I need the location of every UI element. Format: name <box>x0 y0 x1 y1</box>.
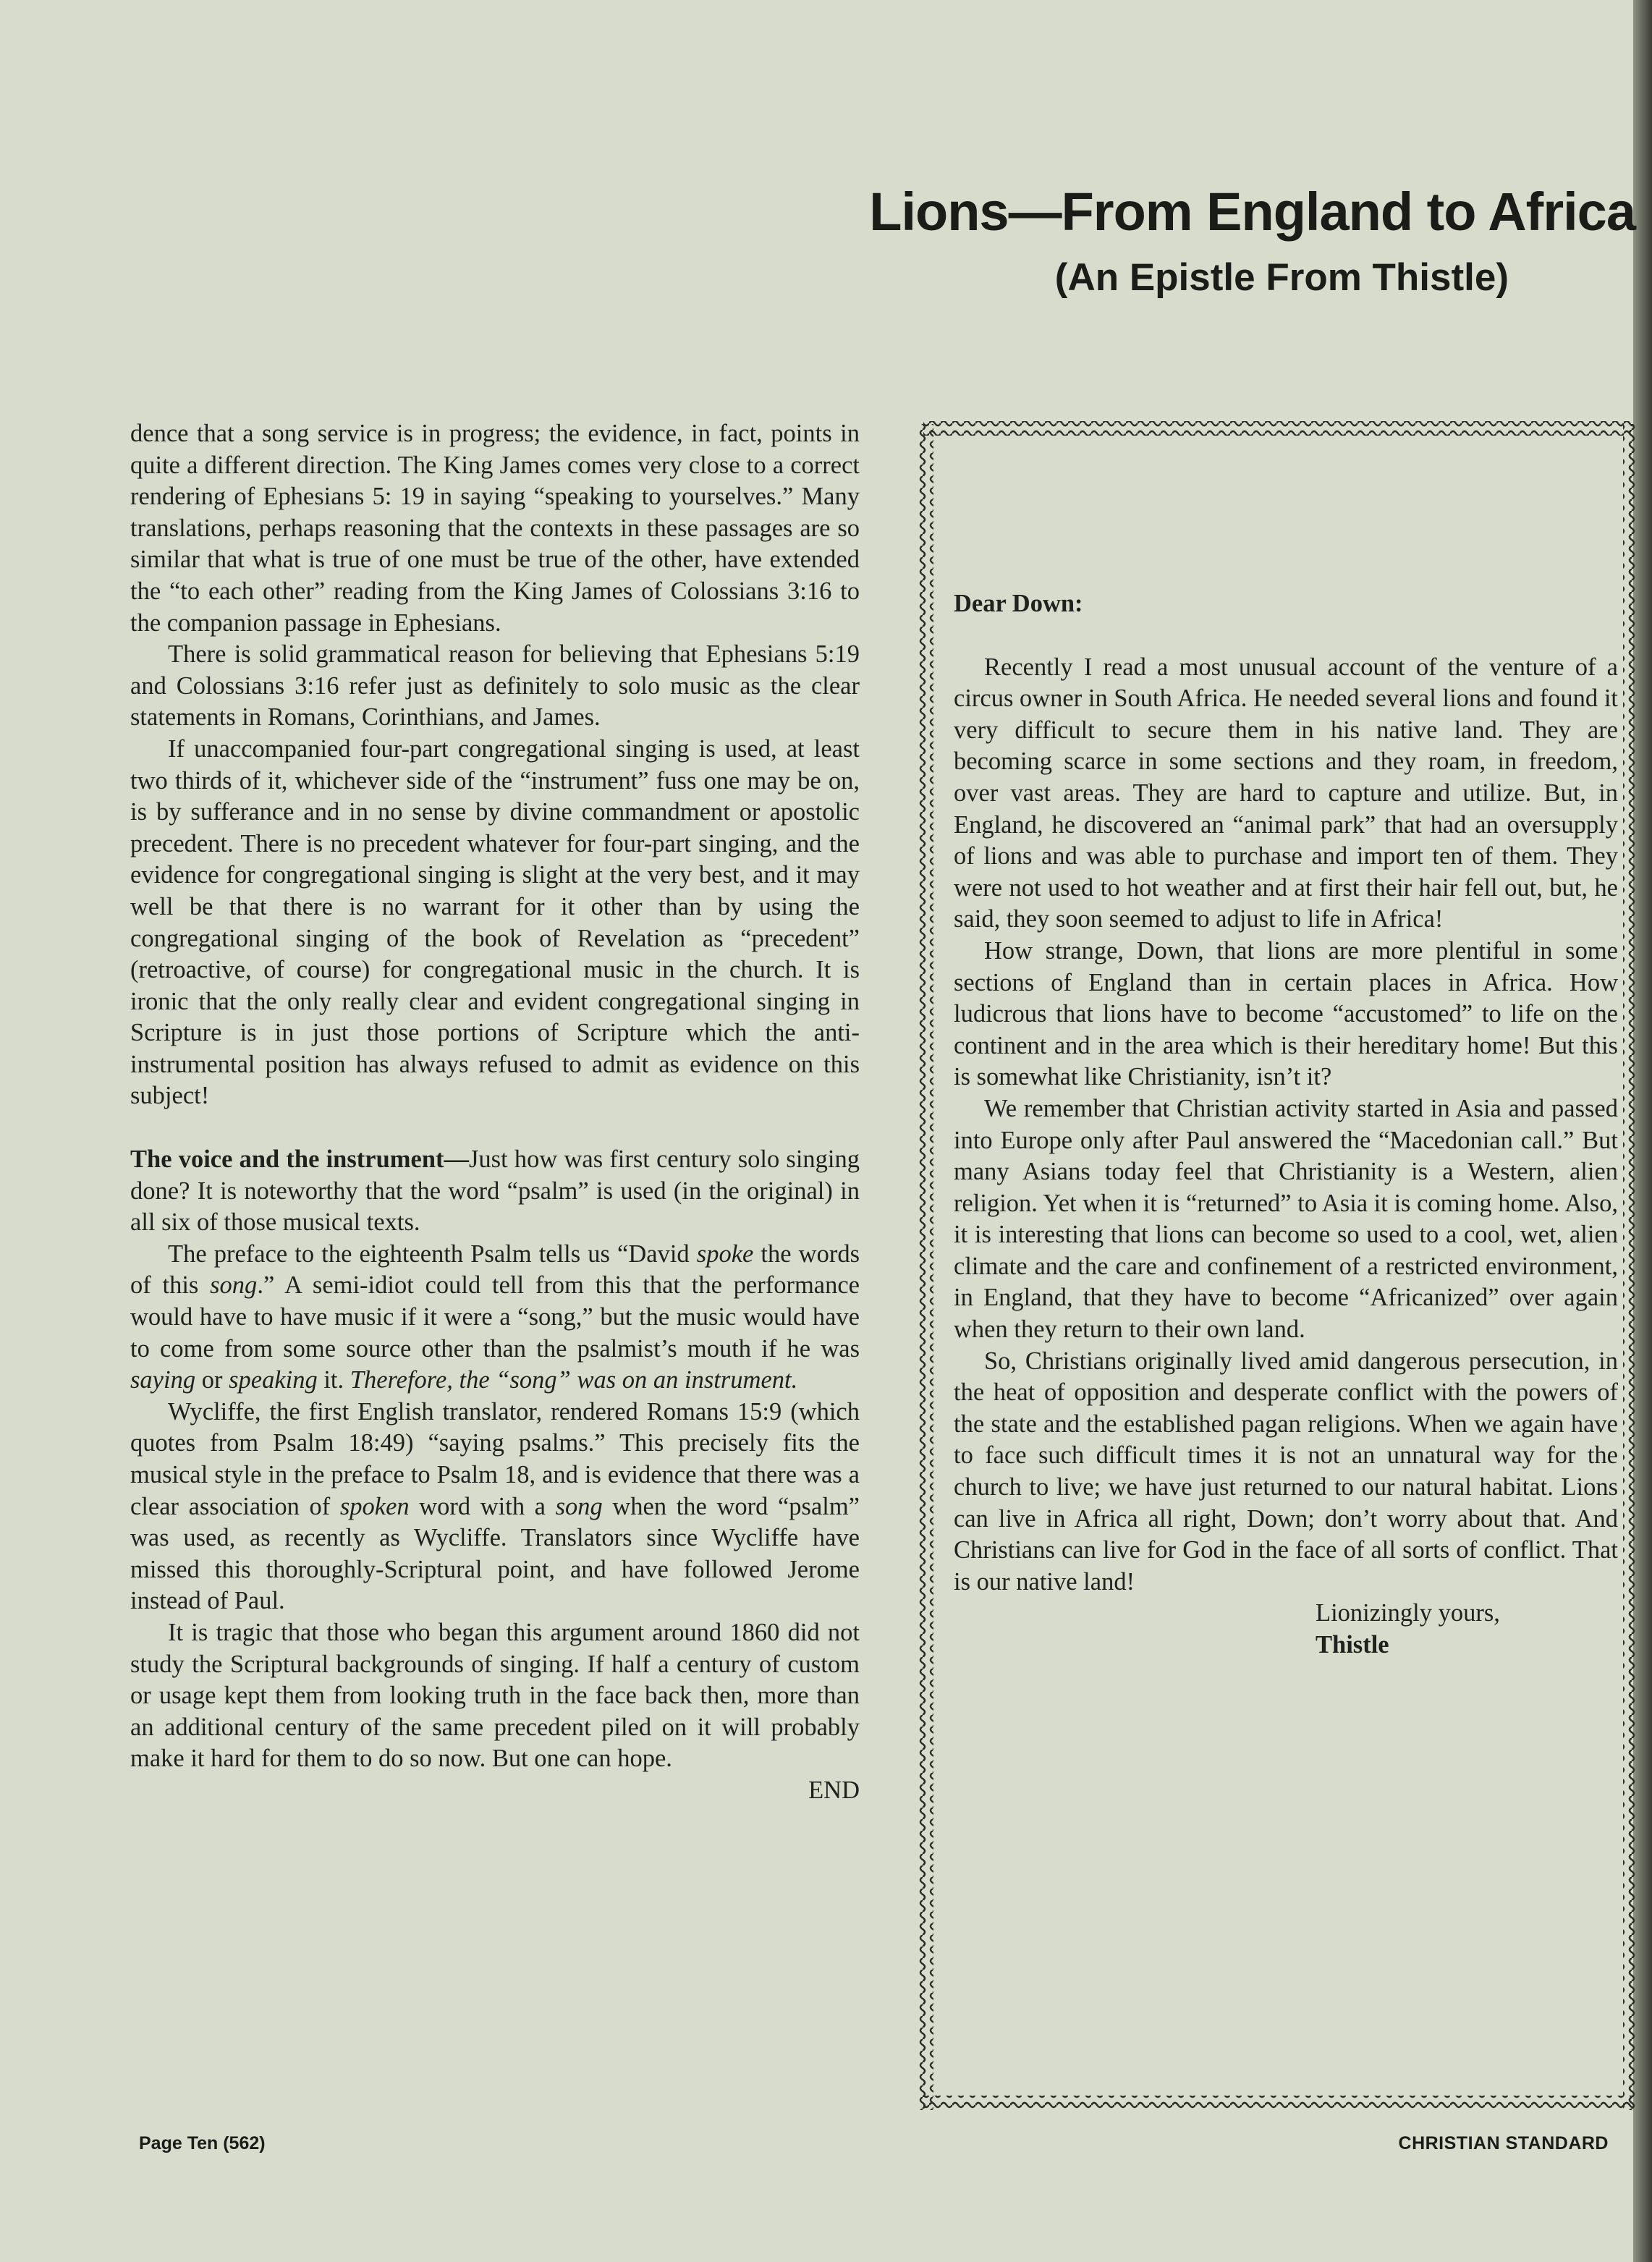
publication-name: CHRISTIAN STANDARD <box>1398 2133 1609 2153</box>
letter-paragraph-3: We remember that Christian activity started in Asia and passed into Europe only after Paul answered the “Macedonian call.” But many Asians today feel that Christianity is a Western, alien religion. Yet when it is “returned” to Asia it is coming home. Also, it is interesting that lions can become so used to a cool, wet, alien climate and the care and confinement of a restricted environment, in England, that they have to become “Africanized” over again when they return to their own land. <box>954 1094 1618 1344</box>
page-number: Page Ten (562) <box>139 2133 266 2153</box>
article-paragraph-6: Wycliffe, the first English translator, rendered Romans 15:9 (which quotes from Psalm 18:49) “saying psalms.” This precisely fits the musical style in the preface to Psalm 18, and is evidence that there was a clear association of spoken word with a song when the word “psalm” was used, as recently as Wycliffe. Translators since Wycliffe have missed this thoroughly-Scriptural point, and have followed Jerome instead of Paul. <box>130 1397 860 1615</box>
letter-closing: Lionizingly yours, <box>1316 1599 1500 1627</box>
letter-content <box>954 588 1618 1661</box>
letter-signature: Thistle <box>1316 1631 1389 1659</box>
article-column <box>130 418 860 1807</box>
article-paragraph-4: The voice and the instrument—Just how was first century solo singing done? It is noteworthy that the word “psalm” is used (in the original) in all six of those musical texts. <box>130 1145 860 1237</box>
article-paragraph-7: It is tragic that those who began this argument around 1860 did not study the Scriptural backgrounds of singing. If half a century of custom or usage kept them from looking truth in the face back then, more than an additional century of the same precedent piled on it will probably make it hard for them to do so now. But one can hope. <box>130 1618 860 1773</box>
letter-paragraph-4: So, Christians originally lived amid dangerous persecution, in the heat of opposition and desperate conflict with the powers of the state and the established pagan religions. When we again have to face such difficult times it is not an unnatural way for the church to live; we have just returned to our natural habitat. Lions can live in Africa all right, Down; don’t worry about that. And Christians can live for God in the face of all sorts of conflict. That is our native land! <box>954 1347 1618 1596</box>
letter-paragraph-1: Recently I read a most unusual account of the venture of a circus owner in South Africa. He needed several lions and found it very difficult to secure them in his native land. They are becoming scarce in some sections and they roam, in freedom, over vast areas. They are hard to capture and utilize. But, in England, he discovered an “animal park” that had an oversupply of lions and was able to purchase and import ten of them. They were not used to hot weather and at first their hair fell out, but, he said, they soon seemed to adjust to life in Africa! <box>954 653 1618 933</box>
page-title: Lions—From England to Africa <box>869 182 1635 242</box>
section-heading: The voice and the instrument— <box>130 1145 469 1174</box>
end-mark: END <box>808 1776 860 1804</box>
article-paragraph-1: dence that a song service is in progress; the evidence, in fact, points in quite a different direction. The King James comes very close to a correct rendering of Ephesians 5: 19 in saying “speaking to yourselves.” Many translations, perhaps reasoning that the contexts in these passages are so similar that what is true of one must be true of the other, have extended the “to each other” reading from the King James of Colossians 3:16 to the companion passage in Ephesians. <box>130 420 860 637</box>
title-block <box>832 181 1635 300</box>
letter-paragraph-2: How strange, Down, that lions are more plentiful in some sections of England than in certain places in Africa. How ludicrous that lions have to become “accustomed” to life on the continent and in the area which is their hereditary home! But this is somewhat like Christianity, isn’t it? <box>954 936 1618 1091</box>
article-paragraph-2: There is solid grammatical reason for believing that Ephesians 5:19 and Colossians 3:16 refer just as definitely to solo music as the clear statements in Romans, Corinthians, and James. <box>130 640 860 732</box>
page-subtitle: (An Epistle From Thistle) <box>1054 256 1509 299</box>
letter-salutation: Dear Down: <box>954 590 1083 617</box>
article-paragraph-5: The preface to the eighteenth Psalm tells us “David spoke the words of this song.” A semi-idiot could tell from this that the performance would have to have music if it were a “song,” but the music would have to come from some source other than the psalmist’s mouth if he was saying or speaking it. Therefore, the “song” was on an instrument. <box>130 1240 860 1394</box>
article-paragraph-3: If unaccompanied four-part congregational singing is used, at least two thirds of it, whichever side of the “instrument” fuss one may be on, is by sufferance and in no sense by divine commandment or apostolic precedent. There is no precedent whatever for four-part singing, and the evidence for congregational singing is slight at the very best, and it may well be that there is no warrant for it other than by using the congregational singing of the book of Revelation as “precedent” (retroactive, of course) for congregational music in the church. It is ironic that the only really clear and evident congregational singing in Scripture is in just those portions of Scripture which the anti-instrumental position has always refused to admit as evidence on this subject! <box>130 734 860 1110</box>
